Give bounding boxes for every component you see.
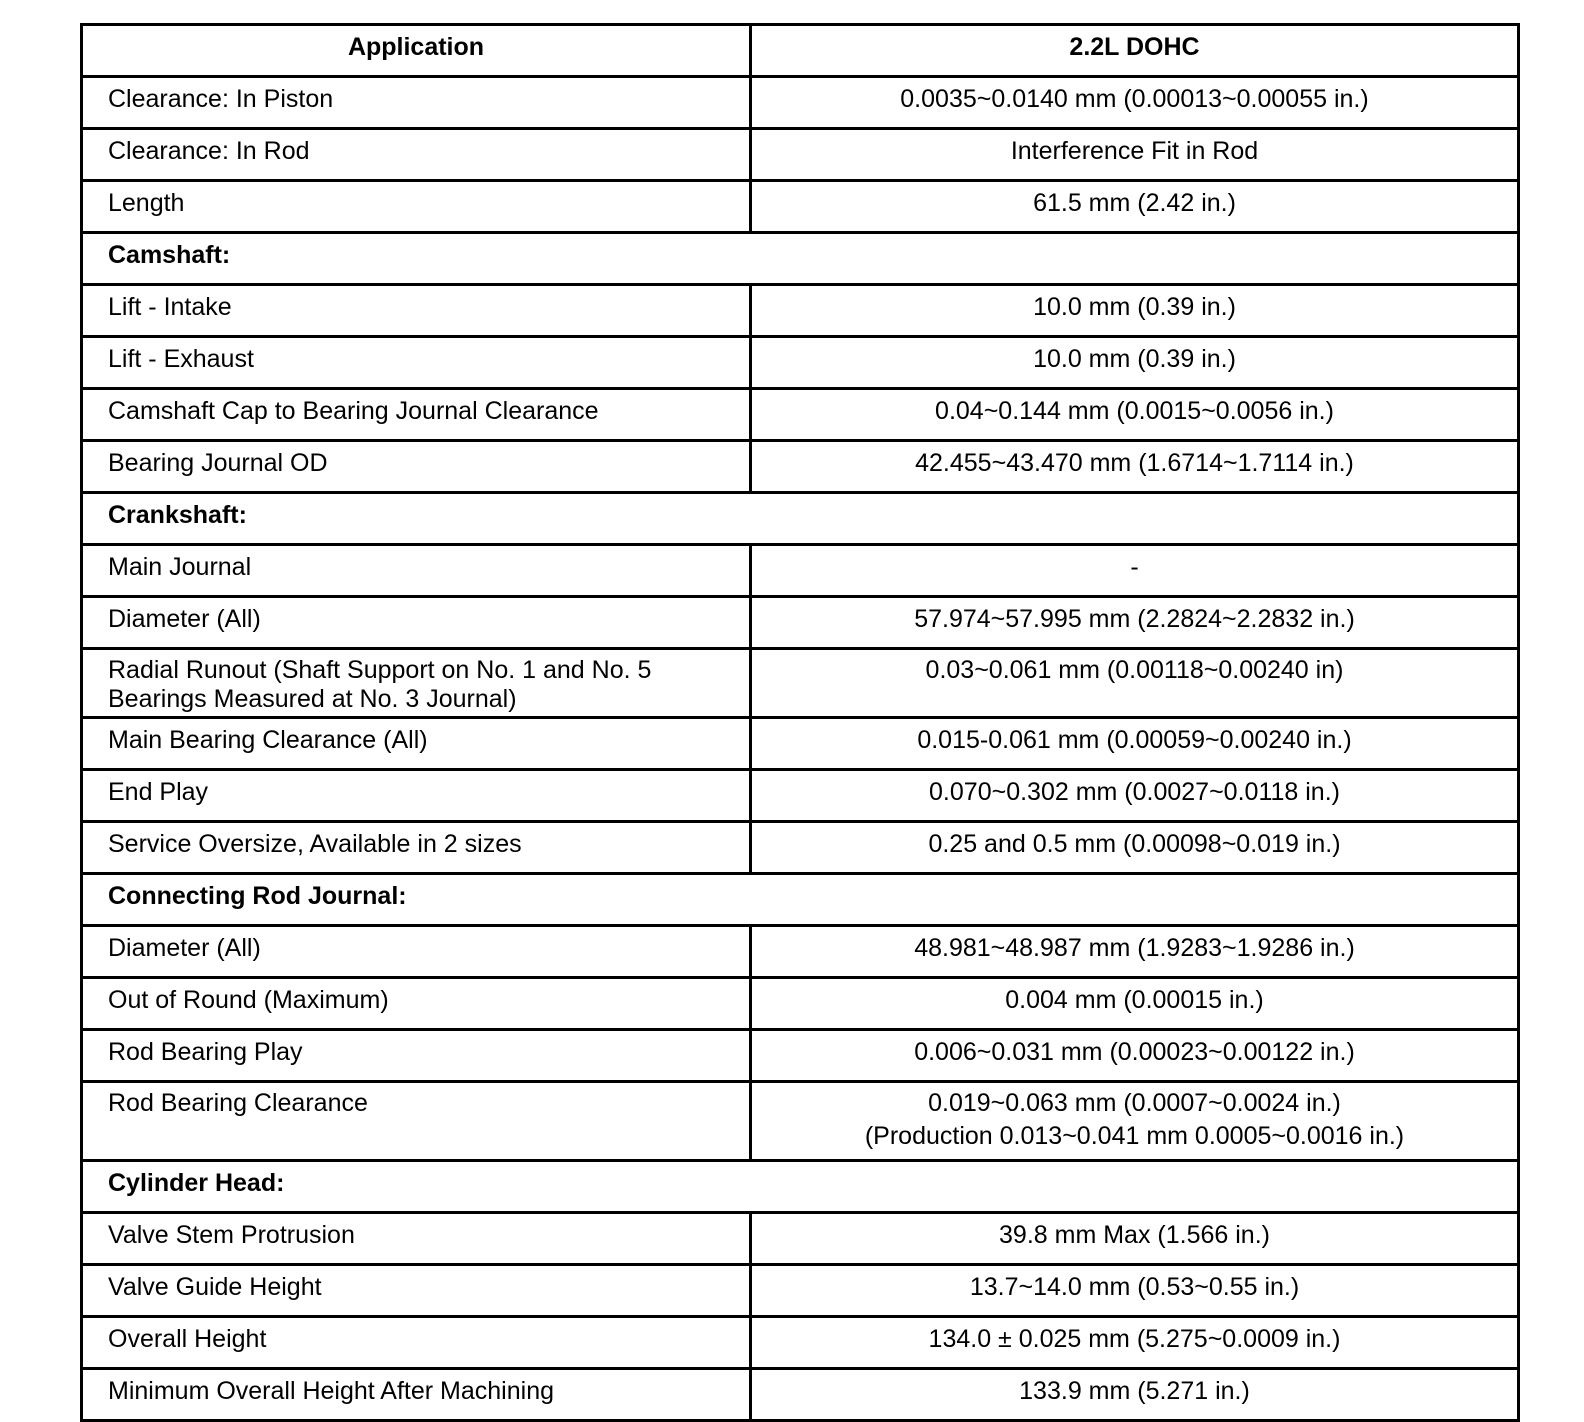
row-label: Diameter (All)	[82, 926, 751, 978]
table-row	[82, 597, 1519, 649]
table-row	[82, 926, 1519, 978]
row-label: Bearing Journal OD	[82, 441, 751, 493]
table-row	[82, 649, 1519, 718]
row-value: 0.03~0.061 mm (0.00118~0.00240 in)	[751, 649, 1519, 718]
section-title: Cylinder Head:	[82, 1161, 1519, 1213]
row-value: 0.0035~0.0140 mm (0.00013~0.00055 in.)	[751, 77, 1519, 129]
row-label: Diameter (All)	[82, 597, 751, 649]
table-row	[82, 1317, 1519, 1369]
table-row	[82, 389, 1519, 441]
row-label: Rod Bearing Play	[82, 1030, 751, 1082]
row-label: Main Journal	[82, 545, 751, 597]
row-value-line: 0.019~0.063 mm (0.0007~0.0024 in.)	[928, 1089, 1341, 1117]
row-label: Camshaft Cap to Bearing Journal Clearance	[82, 389, 751, 441]
table-row	[82, 181, 1519, 233]
section-row-connecting-rod-journal	[82, 874, 1519, 926]
row-label: Out of Round (Maximum)	[82, 978, 751, 1030]
row-value: 57.974~57.995 mm (2.2824~2.2832 in.)	[751, 597, 1519, 649]
table-row	[82, 1213, 1519, 1265]
row-value: 10.0 mm (0.39 in.)	[751, 337, 1519, 389]
row-label: Valve Stem Protrusion	[82, 1213, 751, 1265]
row-value: 0.006~0.031 mm (0.00023~0.00122 in.)	[751, 1030, 1519, 1082]
row-label: Lift - Intake	[82, 285, 751, 337]
section-row-crankshaft	[82, 493, 1519, 545]
row-label: Rod Bearing Clearance	[82, 1082, 751, 1161]
table-row	[82, 285, 1519, 337]
section-title: Connecting Rod Journal:	[82, 874, 1519, 926]
table-row	[82, 1082, 1519, 1161]
table-row	[82, 1265, 1519, 1317]
row-value: 0.25 and 0.5 mm (0.00098~0.019 in.)	[751, 822, 1519, 874]
section-title: Crankshaft:	[82, 493, 1519, 545]
row-label-line: Bearings Measured at No. 3 Journal)	[108, 685, 517, 713]
row-label: Valve Guide Height	[82, 1265, 751, 1317]
row-value: 134.0 ± 0.025 mm (5.275~0.0009 in.)	[751, 1317, 1519, 1369]
row-value: 0.004 mm (0.00015 in.)	[751, 978, 1519, 1030]
table-row	[82, 1369, 1519, 1421]
row-label: Main Bearing Clearance (All)	[82, 718, 751, 770]
row-value	[751, 1082, 1519, 1161]
section-row-camshaft	[82, 233, 1519, 285]
table-header-row	[82, 25, 1519, 77]
table-row	[82, 129, 1519, 181]
row-value: 39.8 mm Max (1.566 in.)	[751, 1213, 1519, 1265]
row-label	[82, 649, 751, 718]
row-value: 133.9 mm (5.271 in.)	[751, 1369, 1519, 1421]
row-value: 42.455~43.470 mm (1.6714~1.7114 in.)	[751, 441, 1519, 493]
row-value: 48.981~48.987 mm (1.9283~1.9286 in.)	[751, 926, 1519, 978]
table-row	[82, 1030, 1519, 1082]
row-value: 0.015-0.061 mm (0.00059~0.00240 in.)	[751, 718, 1519, 770]
specifications-table	[80, 23, 1520, 1422]
table-row	[82, 77, 1519, 129]
row-label: End Play	[82, 770, 751, 822]
row-value: 10.0 mm (0.39 in.)	[751, 285, 1519, 337]
section-row-cylinder-head	[82, 1161, 1519, 1213]
row-label: Clearance: In Piston	[82, 77, 751, 129]
table-row	[82, 770, 1519, 822]
row-label: Lift - Exhaust	[82, 337, 751, 389]
table-row	[82, 545, 1519, 597]
row-label: Clearance: In Rod	[82, 129, 751, 181]
row-value-line: (Production 0.013~0.041 mm 0.0005~0.0016 in.)	[864, 1122, 1405, 1150]
row-value: Interference Fit in Rod	[751, 129, 1519, 181]
header-engine: 2.2L DOHC	[751, 25, 1519, 77]
section-title: Camshaft:	[82, 233, 1519, 285]
row-label: Service Oversize, Available in 2 sizes	[82, 822, 751, 874]
row-value: 0.04~0.144 mm (0.0015~0.0056 in.)	[751, 389, 1519, 441]
row-value: 13.7~14.0 mm (0.53~0.55 in.)	[751, 1265, 1519, 1317]
table-row	[82, 718, 1519, 770]
table-row	[82, 441, 1519, 493]
row-value: 61.5 mm (2.42 in.)	[751, 181, 1519, 233]
row-value: 0.070~0.302 mm (0.0027~0.0118 in.)	[751, 770, 1519, 822]
row-label-line: Radial Runout (Shaft Support on No. 1 and No. 5	[108, 656, 652, 684]
row-label: Overall Height	[82, 1317, 751, 1369]
table-row	[82, 822, 1519, 874]
header-application: Application	[82, 25, 751, 77]
table-row	[82, 337, 1519, 389]
row-label: Minimum Overall Height After Machining	[82, 1369, 751, 1421]
row-value: -	[751, 545, 1519, 597]
row-label: Length	[82, 181, 751, 233]
table-row	[82, 978, 1519, 1030]
